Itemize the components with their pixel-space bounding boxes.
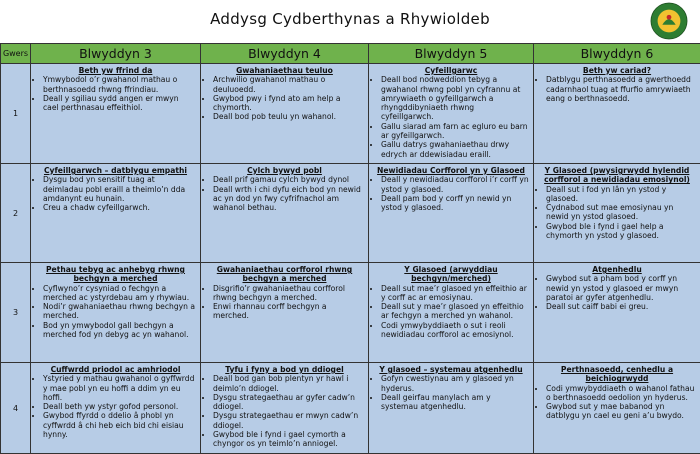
lesson-cell: [534, 263, 700, 363]
lesson-title: Cyfeillgarwc: [373, 66, 529, 75]
objective-list: [205, 374, 364, 448]
objective-list: [373, 175, 529, 212]
lesson-title: Y glasoed – systemau atgenhedlu: [373, 365, 529, 374]
objective-item: • Deall bod nodweddion tebyg a gwahanol rhwng pobl yn cyfrannu at amrywiaeth o gyfeillgarwch a rhyngddibyniaeth rhwng cyfeillgarwch.: [381, 75, 529, 121]
lesson-cell: [369, 263, 534, 363]
header-year-6: Blwyddyn 6: [534, 44, 700, 64]
objective-item: • Dysgu strategaethau er mwyn cadw’n ddiogel.: [213, 411, 364, 430]
lesson-cell: [31, 64, 201, 164]
objective-item: • Gwybod sut y mae babanod yn datblygu yn cael eu geni a’u bwydo.: [546, 402, 696, 421]
objective-item: • Codi ymwybyddiaeth o sut i reoli newidiadau corfforol ac emosiynol.: [381, 321, 529, 340]
objective-item: • Deall y sgiliau sydd angen er mwyn cael perthnasau effeithiol.: [43, 94, 196, 113]
objective-item: • Nodi’r gwahaniaethau rhwng bechgyn a merched.: [43, 302, 196, 321]
header-gwers: Gwers: [1, 44, 31, 64]
objective-list: [205, 284, 364, 321]
lesson-title: Beth yw ffrind da: [35, 66, 196, 75]
lesson-cell: [369, 164, 534, 263]
objective-item: • Creu a chadw cyfeillgarwch.: [43, 203, 196, 212]
objective-item: • Disgrifio’r gwahaniaethau corfforol rhwng bechgyn a merched.: [213, 284, 364, 303]
lesson-title: Y Glasoed (pwysigrwydd hylendid corfforol a newidiadau emosiynol): [538, 166, 696, 185]
objective-item: • Gwybod sut a pham bod y corff yn newid yn ystod y glasoed er mwyn paratoi ar gyfer atgenhedlu.: [546, 274, 696, 302]
objective-item: • Gallu siarad am farn ac egluro eu barn ar gyfeillgarwch.: [381, 122, 529, 141]
objective-item: • Deall pam bod y corff yn newid yn ystod y glasoed.: [381, 194, 529, 213]
objective-list: [538, 274, 696, 311]
header-year-4: Blwyddyn 4: [201, 44, 369, 64]
lesson-cell: [369, 64, 534, 164]
lesson-title: Pethau tebyg ac anhebyg rhwng bechgyn a merched: [35, 265, 196, 284]
lesson-title: Newidiadau Corfforol yn y Glasoed: [373, 166, 529, 175]
objective-item: • Ystyried y mathau gwahanol o gyffwrdd y mae pobl yn eu hoffi a ddim yn eu hoffi.: [43, 374, 196, 402]
header-year-5: Blwyddyn 5: [369, 44, 534, 64]
lesson-cell: [534, 64, 700, 164]
objective-item: • Dysgu bod yn sensitif tuag at deimladau pobl eraill a theimlo’n dda amdanynt eu hunain.: [43, 175, 196, 203]
lesson-title: Cyfeillgarwch – datblygu empathi: [35, 166, 196, 175]
objective-list: [373, 75, 529, 159]
lesson-number: 3: [1, 263, 31, 363]
objective-item: • Deall y newidiadau corfforol i’r corff yn ystod y glasoed.: [381, 175, 529, 194]
objective-item: • Deall bod gan bob plentyn yr hawl i deimlo’n ddiogel.: [213, 374, 364, 393]
objective-item: • Deall sut i fod yn lân yn ystod y glasoed.: [546, 185, 696, 204]
lesson-title: Cuffwrdd priodol ac amhriodol: [35, 365, 196, 374]
objective-item: • Deall geirfau manylach am y systemau atgenhedlu.: [381, 393, 529, 412]
school-logo: [650, 2, 688, 40]
objective-item: • Cyflwyno’r cysyniad o fechgyn a merched ac ystyrdebau am y rhywiau.: [43, 284, 196, 303]
objective-list: [205, 75, 364, 121]
objective-item: • Dysgu strategaethau ar gyfer cadw’n ddiogel.: [213, 393, 364, 412]
lesson-number: 1: [1, 64, 31, 164]
objective-item: • Deall beth yw ystyr gofod personol.: [43, 402, 196, 411]
lesson-grid: [0, 43, 700, 454]
page-title: Addysg Cydberthynas a Rhywioldeb: [0, 10, 700, 28]
objective-item: • Deall wrth i chi dyfu eich bod yn newid ac yn dod yn fwy cyfrifnachol am wahanol bethau.: [213, 185, 364, 213]
objective-item: • Deall sut y mae’r glasoed yn effeithio ar fechgyn a merched yn wahanol.: [381, 302, 529, 321]
objective-item: • Cydnabod sut mae emosiynau yn newid yn ystod glasoed.: [546, 203, 696, 222]
objective-list: [205, 175, 364, 212]
lesson-title: Y Glasoed (arwyddiau bechgyn/merched): [373, 265, 529, 284]
lesson-cell: [369, 363, 534, 454]
objective-item: • Gofyn cwestiynau am y glasoed yn hyderus.: [381, 374, 529, 393]
objective-list: [538, 75, 696, 103]
lesson-row: [1, 64, 700, 164]
objective-item: • Gwybod ble i fynd i gael cymorth a chyngor os yn teimlo’n anniogel.: [213, 430, 364, 449]
objective-list: [35, 75, 196, 112]
objective-list: [373, 374, 529, 411]
objective-list: [35, 175, 196, 212]
header-row: [1, 44, 700, 64]
objective-item: • Deall bod pob teulu yn wahanol.: [213, 112, 364, 121]
lesson-number: 4: [1, 363, 31, 454]
lesson-cell: [201, 164, 369, 263]
objective-item: • Gwybod ffyrdd o ddelio â phobl yn cyffwrdd â chi heb eich bid chi eisiau hynny.: [43, 411, 196, 439]
objective-item: • Codi ymwybyddiaeth o wahanol fathau o berthnasoedd oedolion yn hyderus.: [546, 384, 696, 403]
lesson-title: Tyfu i fyny a bod yn ddiogel: [205, 365, 364, 374]
lesson-row: [1, 363, 700, 454]
objective-item: • Deall sut mae’r glasoed yn effeithio ar y corff ac ar emosiynau.: [381, 284, 529, 303]
lesson-title: Gwahaniaethau corfforol rhwng bechgyn a merched: [205, 265, 364, 284]
objective-item: • Deall sut caiff babi ei greu.: [546, 302, 696, 311]
objective-list: [373, 284, 529, 340]
lesson-cell: [31, 263, 201, 363]
lesson-row: [1, 164, 700, 263]
header-year-3: Blwyddyn 3: [31, 44, 201, 64]
lesson-title: Perthnasoedd, cenhedlu a beichiogrwydd: [538, 365, 696, 384]
objective-list: [35, 374, 196, 439]
lesson-title: Cylch bywyd pobl: [205, 166, 364, 175]
lesson-cell: [201, 64, 369, 164]
lesson-cell: [31, 164, 201, 263]
objective-item: • Enwi rhannau corff bechgyn a merched.: [213, 302, 364, 321]
objective-item: • Gallu datrys gwahaniaethau drwy edrych ar ddewisiadau eraill.: [381, 140, 529, 159]
lesson-cell: [534, 164, 700, 263]
objective-item: • Deall prif gamau cylch bywyd dynol: [213, 175, 364, 184]
lesson-cell: [201, 363, 369, 454]
objective-item: • Bod yn ymwybodol gall bechgyn a merched fod yn debyg ac yn wahanol.: [43, 321, 196, 340]
lesson-title: Gwahaniaethau teuluo: [205, 66, 364, 75]
objective-item: • Gwybod pwy i fynd ato am help a chymorth.: [213, 94, 364, 113]
lesson-number: 2: [1, 164, 31, 263]
objective-list: [538, 384, 696, 421]
objective-list: [35, 284, 196, 340]
objective-item: • Gwybod ble i fynd i gael help a chymorth yn ystod y glasoed.: [546, 222, 696, 241]
lesson-cell: [201, 263, 369, 363]
objective-list: [538, 185, 696, 241]
lesson-title: Atgenhedlu: [538, 265, 696, 274]
objective-item: • Archwilio gwahanol mathau o deuluoedd.: [213, 75, 364, 94]
lesson-cell: [534, 363, 700, 454]
objective-item: • Datblygu perthnasoedd a gwerthoedd cadarnhaol tuag at ffurfio amrywiaeth eang o berthnasoedd.: [546, 75, 696, 103]
lesson-title: Beth yw cariad?: [538, 66, 696, 75]
objective-item: • Ymwybodol o’r gwahanol mathau o berthnasoedd rhwng ffrindiau.: [43, 75, 196, 94]
lesson-row: [1, 263, 700, 363]
lesson-cell: [31, 363, 201, 454]
